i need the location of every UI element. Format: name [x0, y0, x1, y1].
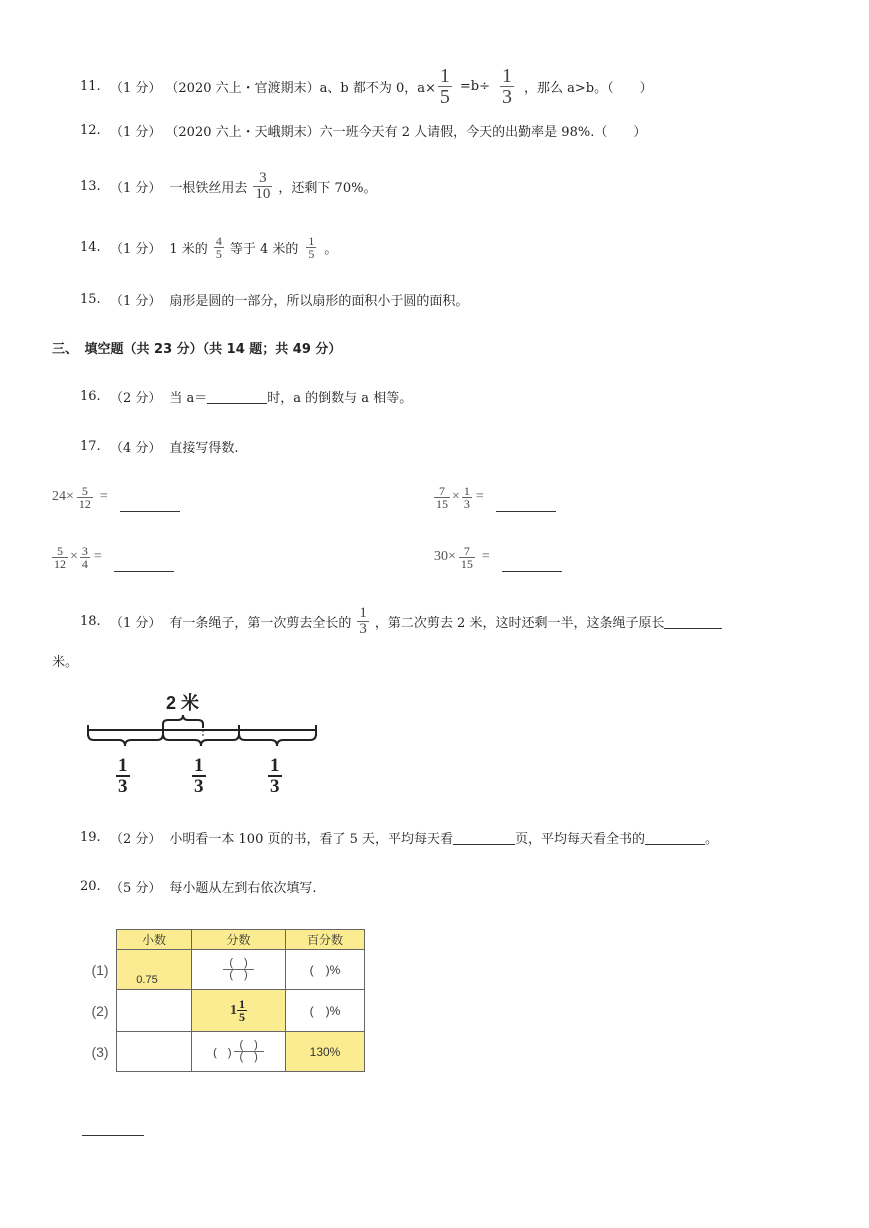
row-2-frac-num: 1	[239, 997, 245, 1011]
q14-fraction-1	[214, 235, 224, 260]
row-2-frac	[237, 998, 247, 1023]
q17-item-2-eq: =	[475, 489, 484, 504]
question-14	[80, 229, 337, 265]
q14-text-a: 1 米的	[169, 241, 208, 257]
table-corner	[84, 930, 117, 950]
q18-diagram-label-3	[268, 756, 282, 796]
row-1-percent[interactable]: ( )%	[286, 950, 365, 990]
q18-label-2-num: 1	[194, 755, 204, 776]
q11-text-b: =b÷	[459, 78, 490, 94]
q18-f-den: 3	[359, 620, 367, 637]
q19-answer-blank-1[interactable]	[453, 830, 515, 845]
q18-diagram-top-label: 2 米	[166, 693, 200, 713]
question-19	[80, 827, 718, 847]
row-1-fraction[interactable]	[192, 950, 286, 990]
q17-item-2-blank[interactable]	[496, 497, 556, 512]
q17-item-1	[52, 480, 180, 514]
row-label-2: (2)	[91, 1002, 109, 1019]
table-row	[84, 1032, 365, 1072]
question-20	[80, 876, 317, 896]
q18-text-c: 米。	[52, 655, 79, 670]
q13-score: （1 分）	[110, 180, 162, 196]
q13-num: 13.	[80, 178, 101, 194]
q17-item-2-den-1: 15	[436, 496, 448, 511]
q17-item-3-fraction-2	[80, 545, 90, 570]
q14-text-b: 等于 4 米的	[229, 241, 299, 257]
q11-text-a: a、b 都不为 0，a×	[319, 80, 436, 96]
row-2-percent[interactable]: ( )%	[286, 990, 365, 1032]
row-1-decimal-value: 0.75	[136, 974, 158, 986]
q18-num: 18.	[80, 613, 101, 629]
q14-fraction-2	[306, 235, 316, 260]
q11-text-c: ，那么 a>b。（ ）	[524, 80, 653, 96]
header-percent: 百分数	[286, 930, 365, 950]
q18-label-3-num: 1	[270, 755, 280, 776]
q14-f2-den: 5	[308, 246, 315, 261]
q20-score: （5 分）	[110, 880, 162, 896]
question-18	[80, 603, 722, 639]
row-3-decimal[interactable]	[117, 1032, 192, 1072]
q11-num: 11.	[80, 78, 101, 94]
q12-source: （2020 六上・天峨期末）	[165, 124, 320, 140]
q17-item-3-den-2: 4	[81, 556, 88, 571]
q18-diagram-label-1	[116, 756, 130, 796]
q18-text-a: 有一条绳子，第一次剪去全长的	[169, 615, 352, 631]
question-17	[80, 436, 239, 456]
q17-item-3-num-2: 3	[81, 543, 88, 558]
q18-fraction	[357, 606, 369, 637]
row-1-frac-den: ( )	[223, 969, 253, 981]
q15-score: （1 分）	[110, 293, 162, 309]
q16-score: （2 分）	[110, 390, 162, 406]
q12-num: 12.	[80, 122, 101, 138]
row-2-decimal[interactable]	[117, 990, 192, 1032]
question-16	[80, 386, 412, 406]
q17-item-4-num: 7	[463, 543, 470, 558]
q11-f2-num: 1	[502, 64, 512, 87]
row-3-frac-den: ( )	[234, 1051, 264, 1063]
q17-item-2-times: ×	[452, 489, 460, 504]
q18-score: （1 分）	[110, 615, 162, 631]
q18-diagram-label-2	[192, 756, 206, 796]
q19-score: （2 分）	[110, 831, 162, 847]
q17-item-1-den: 12	[78, 496, 91, 511]
q13-text-b: ，还剩下 70%。	[278, 180, 377, 196]
q17-item-2-num-2: 1	[463, 483, 470, 498]
q19-num: 19.	[80, 829, 101, 845]
row-2-fraction	[192, 990, 286, 1032]
q11-score: （1 分）	[110, 80, 162, 96]
q17-item-2-num-1: 7	[439, 483, 445, 498]
q14-num: 14.	[80, 239, 101, 255]
q17-item-2-fraction-2	[462, 485, 472, 510]
q17-text: 直接写得数.	[169, 440, 239, 456]
q18-label-3-den: 3	[270, 776, 280, 797]
table-row	[84, 990, 365, 1032]
q11-f1-den: 5	[439, 85, 450, 108]
q16-answer-blank[interactable]	[207, 389, 267, 404]
q16-text-b: 时，a 的倒数与 a 相等。	[267, 390, 413, 406]
q18-label-1-num: 1	[118, 755, 128, 776]
q17-item-3-blank[interactable]	[114, 557, 174, 572]
row-label-3: (3)	[91, 1043, 109, 1060]
q19-text-b: 页，平均每天看全书的	[515, 831, 646, 847]
q11-f2-den: 3	[502, 85, 512, 108]
question-15	[80, 289, 468, 309]
row-2-frac-den: 5	[239, 1010, 245, 1024]
row-1-fraction-blank	[223, 958, 253, 981]
q17-score: （4 分）	[110, 440, 162, 456]
header-fraction: 分数	[192, 930, 286, 950]
q18-line-diagram	[80, 688, 330, 806]
q18-label-1-den: 3	[118, 776, 128, 797]
q17-item-4-den: 15	[460, 556, 473, 571]
q17-item-4-fraction	[459, 545, 475, 570]
conversion-table	[84, 929, 365, 1072]
q17-item-3-fraction-1	[52, 545, 68, 570]
q12-score: （1 分）	[110, 124, 162, 140]
q13-f-num: 3	[259, 169, 267, 186]
q20-text: 每小题从左到右依次填写.	[169, 880, 317, 896]
q18-diagram-svg	[80, 688, 330, 758]
row-3-fraction[interactable]	[192, 1032, 286, 1072]
q17-item-1-fraction	[77, 485, 93, 510]
q17-item-3-num-1: 5	[57, 543, 63, 558]
q20-conversion-table	[84, 929, 365, 1072]
q13-text-a: 一根铁丝用去	[169, 180, 248, 196]
row-3-mixed-blank	[213, 1040, 264, 1063]
q19-answer-blank-2[interactable]	[645, 830, 705, 845]
q17-item-1-eq: =	[99, 489, 108, 504]
q16-text-a: 当 a＝	[169, 390, 208, 406]
row-2-whole: 1	[230, 1002, 237, 1018]
section-3-heading: 三、 填空题（共 23 分）（共 14 题；共 49 分）	[52, 342, 342, 357]
row-1-frac-num: ( )	[229, 957, 248, 969]
q15-num: 15.	[80, 291, 101, 307]
q14-text-c: 。	[324, 241, 338, 257]
q17-item-3-times: ×	[70, 549, 78, 564]
q14-f1-num: 4	[215, 233, 222, 248]
q17-item-1-blank[interactable]	[120, 497, 180, 512]
q11-fraction-1	[438, 66, 452, 107]
row-2-mixed-number	[230, 998, 247, 1023]
row-1-decimal	[117, 950, 192, 990]
q17-item-4-eq: =	[481, 549, 490, 564]
q17-item-3-den-1: 12	[54, 556, 66, 571]
q17-item-4-pre: 30×	[434, 549, 456, 564]
q13-f-den: 10	[255, 185, 271, 202]
table-row	[84, 950, 365, 990]
row-3-percent: 130%	[286, 1032, 365, 1072]
q18-answer-blank[interactable]	[664, 614, 722, 629]
q17-item-4-blank[interactable]	[502, 557, 562, 572]
q13-fraction	[253, 171, 272, 202]
q15-text: 扇形是圆的一部分，所以扇形的面积小于圆的面积。	[169, 293, 469, 309]
q20-answer-blank[interactable]	[82, 1135, 144, 1136]
row-3-whole-blank: ( )	[213, 1046, 232, 1059]
q16-num: 16.	[80, 388, 101, 404]
q11-f1-num: 1	[439, 64, 450, 87]
q12-text: 六一班今天有 2 人请假，今天的出勤率是 98%.（ ）	[319, 124, 647, 140]
q17-item-4	[434, 540, 562, 574]
row-3-frac	[234, 1040, 264, 1063]
q18-text-b: ，第二次剪去 2 米，这时还剩一半，这条绳子原长	[374, 615, 665, 631]
q14-f2-num: 1	[308, 233, 315, 248]
q19-text-c: 。	[705, 831, 719, 847]
q17-item-2-fraction-1	[434, 485, 450, 510]
row-label-1: (1)	[91, 961, 109, 978]
question-12	[80, 120, 646, 140]
header-decimal: 小数	[117, 930, 192, 950]
q17-item-1-pre: 24×	[52, 489, 74, 504]
q19-text-a: 小明看一本 100 页的书，看了 5 天，平均每天看	[169, 831, 454, 847]
q17-item-2-den-2: 3	[463, 496, 470, 511]
q17-num: 17.	[80, 438, 101, 454]
row-3-frac-num: ( )	[239, 1039, 258, 1051]
q11-fraction-2	[500, 66, 514, 107]
question-13	[80, 168, 376, 204]
q14-f1-den: 5	[215, 246, 222, 261]
q11-source: （2020 六上・官渡期末）	[165, 80, 320, 96]
q17-item-3-eq: =	[93, 549, 102, 564]
q17-item-1-num: 5	[81, 483, 88, 498]
q20-num: 20.	[80, 878, 101, 894]
q17-item-2	[434, 480, 556, 514]
question-11	[80, 64, 653, 108]
q17-item-3	[52, 540, 174, 574]
q18-f-num: 1	[359, 604, 367, 621]
q18-label-2-den: 3	[194, 776, 204, 797]
q14-score: （1 分）	[110, 241, 162, 257]
